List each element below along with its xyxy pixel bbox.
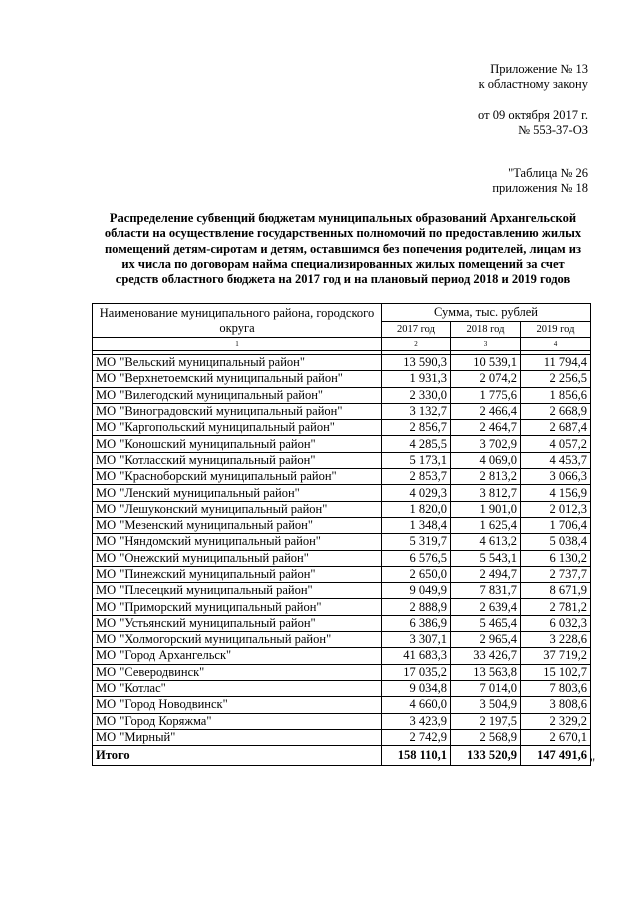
table-row — [93, 534, 591, 550]
table-row — [93, 648, 591, 664]
table-row — [93, 501, 591, 517]
title-line: средств областного бюджета на 2017 год и на плановый период 2018 и 2019 годов — [115, 272, 571, 287]
value-2018: 5 465,4 — [451, 615, 521, 631]
column-header-name: Наименование муниципального района, городского округа — [93, 304, 382, 338]
table-row — [93, 469, 591, 485]
column-index: 1 — [93, 338, 382, 351]
title-line: их числа по договорам найма специализированных жилых помещений за счет — [121, 256, 565, 271]
table-row — [93, 355, 591, 371]
municipality-name: МО "Вилегодский муниципальный район" — [93, 387, 382, 403]
table-row — [93, 583, 591, 599]
municipality-name: МО "Виноградовский муниципальный район" — [93, 403, 382, 419]
municipality-name: МО "Северодвинск" — [93, 664, 382, 680]
municipality-name: МО "Холмогорский муниципальный район" — [93, 632, 382, 648]
municipality-name: МО "Мирный" — [93, 729, 382, 745]
value-2018: 4 069,0 — [451, 452, 521, 468]
table-row — [93, 697, 591, 713]
table-row — [93, 420, 591, 436]
table-row — [93, 452, 591, 468]
table-header-row — [93, 304, 591, 322]
table-row — [93, 680, 591, 696]
column-index: 2 — [382, 338, 451, 351]
value-2017: 3 423,9 — [382, 713, 451, 729]
value-2019: 2 687,4 — [521, 420, 591, 436]
value-2017: 2 742,9 — [382, 729, 451, 745]
municipality-name: МО "Плесецкий муниципальный район" — [93, 583, 382, 599]
closing-quote: " — [590, 756, 596, 770]
value-2018: 7 831,7 — [451, 583, 521, 599]
table-row — [93, 664, 591, 680]
value-2017: 2 330,0 — [382, 387, 451, 403]
municipality-name: МО "Вельский муниципальный район" — [93, 355, 382, 371]
municipality-name: МО "Котласский муниципальный район" — [93, 452, 382, 468]
table-row — [93, 566, 591, 582]
law-date: от 09 октября 2017 г. — [478, 108, 588, 122]
municipality-name: МО "Город Коряжма" — [93, 713, 382, 729]
municipality-name: МО "Красноборский муниципальный район" — [93, 469, 382, 485]
title-line: области на осуществление государственных полномочий по предоставлению жилых — [104, 226, 582, 241]
total-2019: 147 491,6 — [521, 746, 591, 766]
law-date-block — [478, 108, 588, 138]
value-2017: 13 590,3 — [382, 355, 451, 371]
law-number: № 553-37-ОЗ — [518, 123, 588, 137]
value-2017: 41 683,3 — [382, 648, 451, 664]
municipality-name: МО "Мезенский муниципальный район" — [93, 517, 382, 533]
value-2018: 2 466,4 — [451, 403, 521, 419]
value-2018: 2 639,4 — [451, 599, 521, 615]
value-2019: 15 102,7 — [521, 664, 591, 680]
column-header-2018: 2018 год — [451, 322, 521, 338]
municipality-name: МО "Ленский муниципальный район" — [93, 485, 382, 501]
municipality-name: МО "Лешуконский муниципальный район" — [93, 501, 382, 517]
value-2017: 5 173,1 — [382, 452, 451, 468]
value-2017: 6 386,9 — [382, 615, 451, 631]
total-row — [93, 746, 591, 766]
value-2018: 2 568,9 — [451, 729, 521, 745]
value-2017: 5 319,7 — [382, 534, 451, 550]
title-line: помещений детям-сиротам и детям, оставшимся без попечения родителей, лицам из — [104, 241, 582, 256]
value-2019: 2 670,1 — [521, 729, 591, 745]
value-2018: 2 813,2 — [451, 469, 521, 485]
table-row — [93, 485, 591, 501]
value-2019: 1 706,4 — [521, 517, 591, 533]
value-2017: 1 931,3 — [382, 371, 451, 387]
value-2019: 1 856,6 — [521, 387, 591, 403]
table-row — [93, 729, 591, 745]
value-2018: 2 197,5 — [451, 713, 521, 729]
value-2017: 4 660,0 — [382, 697, 451, 713]
value-2018: 33 426,7 — [451, 648, 521, 664]
municipality-name: МО "Котлас" — [93, 680, 382, 696]
value-2018: 3 812,7 — [451, 485, 521, 501]
value-2019: 3 228,6 — [521, 632, 591, 648]
value-2018: 4 613,2 — [451, 534, 521, 550]
value-2018: 3 702,9 — [451, 436, 521, 452]
value-2019: 2 012,3 — [521, 501, 591, 517]
value-2018: 2 965,4 — [451, 632, 521, 648]
table-row — [93, 713, 591, 729]
document-title — [88, 211, 598, 287]
appendix-reference: приложения № 18 — [492, 181, 588, 195]
value-2019: 2 329,2 — [521, 713, 591, 729]
value-2018: 5 543,1 — [451, 550, 521, 566]
value-2017: 2 853,7 — [382, 469, 451, 485]
table-row — [93, 436, 591, 452]
table-row — [93, 615, 591, 631]
law-reference: к областному закону — [478, 77, 588, 91]
column-header-sum: Сумма, тыс. рублей — [382, 304, 591, 322]
value-2017: 2 856,7 — [382, 420, 451, 436]
value-2019: 8 671,9 — [521, 583, 591, 599]
value-2017: 2 888,9 — [382, 599, 451, 615]
table-reference-block — [492, 166, 588, 196]
table-row — [93, 550, 591, 566]
value-2018: 10 539,1 — [451, 355, 521, 371]
value-2019: 2 737,7 — [521, 566, 591, 582]
value-2017: 9 049,9 — [382, 583, 451, 599]
municipality-name: МО "Приморский муниципальный район" — [93, 599, 382, 615]
total-2018: 133 520,9 — [451, 746, 521, 766]
value-2018: 1 775,6 — [451, 387, 521, 403]
value-2019: 6 130,2 — [521, 550, 591, 566]
table-row — [93, 403, 591, 419]
value-2018: 1 625,4 — [451, 517, 521, 533]
appendix-header — [479, 62, 588, 92]
value-2018: 13 563,8 — [451, 664, 521, 680]
table-reference: "Таблица № 26 — [508, 166, 588, 180]
title-line: Распределение субвенций бюджетам муниципальных образований Архангельской — [109, 211, 577, 225]
table-row — [93, 632, 591, 648]
appendix-number: Приложение № 13 — [490, 62, 588, 76]
value-2017: 4 029,3 — [382, 485, 451, 501]
value-2019: 2 781,2 — [521, 599, 591, 615]
municipality-name: МО "Коношский муниципальный район" — [93, 436, 382, 452]
municipality-name: МО "Онежский муниципальный район" — [93, 550, 382, 566]
column-index: 3 — [451, 338, 521, 351]
table-row — [93, 371, 591, 387]
value-2019: 3 808,6 — [521, 697, 591, 713]
value-2019: 3 066,3 — [521, 469, 591, 485]
value-2017: 9 034,8 — [382, 680, 451, 696]
municipality-name: МО "Пинежский муниципальный район" — [93, 566, 382, 582]
value-2018: 3 504,9 — [451, 697, 521, 713]
value-2017: 3 132,7 — [382, 403, 451, 419]
value-2018: 2 464,7 — [451, 420, 521, 436]
municipality-name: МО "Верхнетоемский муниципальный район" — [93, 371, 382, 387]
total-label: Итого — [93, 746, 382, 766]
column-header-2019: 2019 год — [521, 322, 591, 338]
column-index: 4 — [521, 338, 591, 351]
value-2017: 6 576,5 — [382, 550, 451, 566]
table-row — [93, 599, 591, 615]
value-2019: 7 803,6 — [521, 680, 591, 696]
value-2019: 6 032,3 — [521, 615, 591, 631]
table-index-row — [93, 338, 591, 351]
value-2018: 2 074,2 — [451, 371, 521, 387]
municipality-name: МО "Город Архангельск" — [93, 648, 382, 664]
municipality-name: МО "Город Новодвинск" — [93, 697, 382, 713]
value-2019: 11 794,4 — [521, 355, 591, 371]
value-2019: 2 668,9 — [521, 403, 591, 419]
value-2019: 4 156,9 — [521, 485, 591, 501]
value-2017: 1 820,0 — [382, 501, 451, 517]
value-2017: 1 348,4 — [382, 517, 451, 533]
value-2017: 3 307,1 — [382, 632, 451, 648]
value-2019: 2 256,5 — [521, 371, 591, 387]
municipality-name: МО "Каргопольский муниципальный район" — [93, 420, 382, 436]
value-2019: 5 038,4 — [521, 534, 591, 550]
value-2017: 2 650,0 — [382, 566, 451, 582]
value-2018: 7 014,0 — [451, 680, 521, 696]
table-row — [93, 517, 591, 533]
table-row — [93, 387, 591, 403]
subvention-table — [92, 303, 591, 766]
total-2017: 158 110,1 — [382, 746, 451, 766]
value-2018: 1 901,0 — [451, 501, 521, 517]
value-2019: 4 453,7 — [521, 452, 591, 468]
value-2017: 4 285,5 — [382, 436, 451, 452]
value-2019: 37 719,2 — [521, 648, 591, 664]
column-header-2017: 2017 год — [382, 322, 451, 338]
value-2018: 2 494,7 — [451, 566, 521, 582]
value-2019: 4 057,2 — [521, 436, 591, 452]
municipality-name: МО "Няндомский муниципальный район" — [93, 534, 382, 550]
municipality-name: МО "Устьянский муниципальный район" — [93, 615, 382, 631]
value-2017: 17 035,2 — [382, 664, 451, 680]
